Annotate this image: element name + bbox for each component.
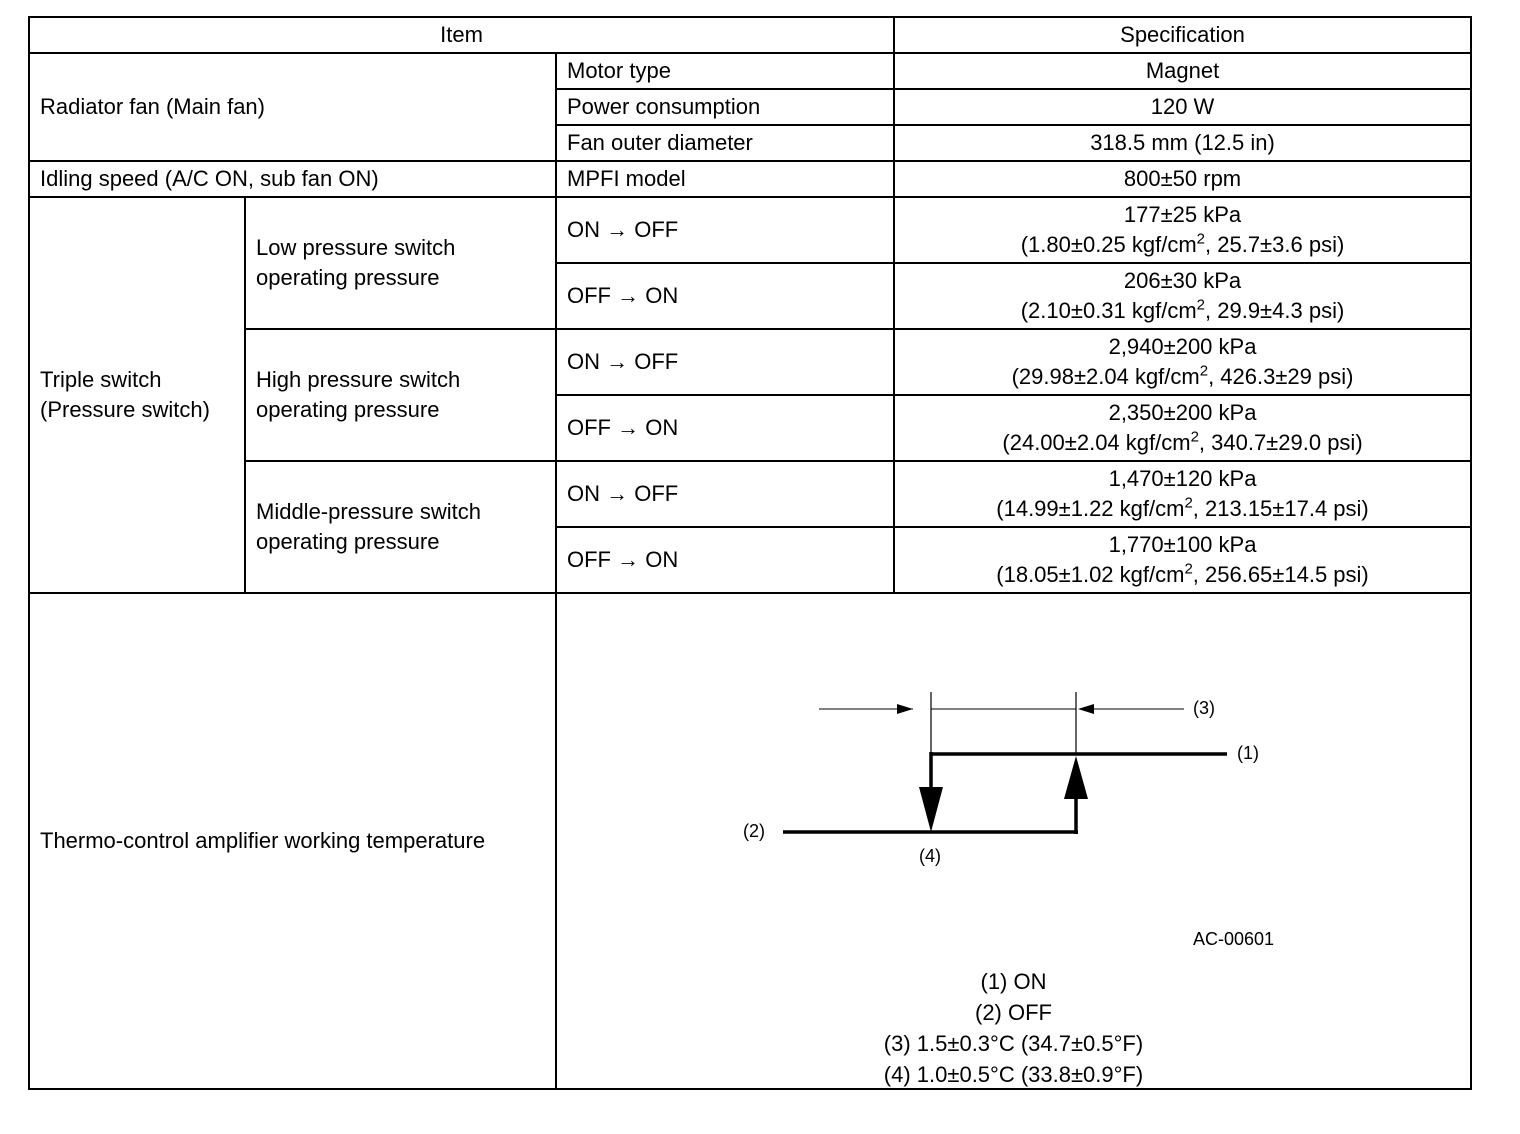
- mode-cell: OFF → ON: [556, 395, 894, 461]
- mode-cell: ON → OFF: [556, 461, 894, 527]
- idling-label: Idling speed (A/C ON, sub fan ON): [29, 161, 556, 197]
- value-a: (24.00±2.04 kgf/cm: [1002, 430, 1191, 455]
- pressure-value: [894, 461, 1471, 527]
- mode-cell: ON → OFF: [556, 329, 894, 395]
- mode-cell: OFF → ON: [556, 263, 894, 329]
- mode-cell: ON → OFF: [556, 197, 894, 263]
- value-sup: 2: [1199, 362, 1209, 380]
- value-b: , 426.3±29 psi): [1208, 364, 1354, 389]
- header-specification: Specification: [894, 17, 1471, 53]
- value-b: , 256.65±14.5 psi): [1192, 562, 1369, 587]
- legend-item: (2) OFF: [975, 1000, 1052, 1025]
- value-a: (2.10±0.31 kgf/cm: [1020, 298, 1197, 323]
- value-a: (1.80±0.25 kgf/cm: [1020, 232, 1197, 257]
- group-name-line2: operating pressure: [256, 397, 440, 422]
- dim-arrow-right: [1078, 704, 1094, 714]
- value-b: , 25.7±3.6 psi): [1205, 232, 1345, 257]
- switch-group-name: [245, 329, 556, 461]
- group-name-line1: High pressure switch: [256, 367, 461, 392]
- value-cell: 800±50 rpm: [894, 161, 1471, 197]
- mode-cell: OFF → ON: [556, 527, 894, 593]
- value-line1: 2,350±200 kPa: [1108, 400, 1257, 425]
- value-cell: 318.5 mm (12.5 in): [894, 125, 1471, 161]
- param-cell: Motor type: [556, 53, 894, 89]
- switch-group-name: [245, 197, 556, 329]
- legend-item: (3) 1.5±0.3°C (34.7±0.5°F): [883, 1031, 1144, 1056]
- param-cell: MPFI model: [556, 161, 894, 197]
- value-b: , 29.9±4.3 psi): [1205, 298, 1345, 323]
- legend-item: (4) 1.0±0.5°C (33.8±0.9°F): [883, 1062, 1144, 1087]
- value-line1: 177±25 kPa: [1123, 202, 1242, 227]
- value-sup: 2: [1184, 560, 1193, 578]
- radiator-fan-label: Radiator fan (Main fan): [29, 53, 556, 161]
- triple-switch-line2: (Pressure switch): [40, 397, 210, 422]
- value-sup: 2: [1184, 494, 1193, 512]
- param-cell: Fan outer diameter: [556, 125, 894, 161]
- dim-arrow-left: [897, 704, 913, 714]
- value-line1: 1,470±120 kPa: [1108, 466, 1257, 491]
- value-sup: 2: [1190, 428, 1199, 446]
- switch-group-name: [245, 461, 556, 593]
- up-arrow: [1064, 756, 1088, 799]
- group-name-line1: Middle-pressure switch: [256, 499, 481, 524]
- value-sup: 2: [1196, 296, 1206, 314]
- value-cell: 120 W: [894, 89, 1471, 125]
- down-arrow: [919, 787, 943, 832]
- group-name-line2: operating pressure: [256, 265, 440, 290]
- triple-switch-line1: Triple switch: [40, 367, 162, 392]
- value-b: , 213.15±17.4 psi): [1192, 496, 1369, 521]
- group-name-line1: Low pressure switch: [256, 235, 456, 260]
- label-1: (1): [1237, 743, 1259, 763]
- param-cell: Power consumption: [556, 89, 894, 125]
- thermo-label: Thermo-control amplifier working temperature: [29, 593, 556, 1089]
- pressure-value: [894, 197, 1471, 263]
- value-line1: 2,940±200 kPa: [1108, 334, 1257, 359]
- thermo-diagram-cell: [556, 593, 1471, 1089]
- value-sup: 2: [1196, 230, 1206, 248]
- figure-code: AC-00601: [1193, 929, 1275, 949]
- group-name-line2: operating pressure: [256, 529, 440, 554]
- label-4: (4): [919, 846, 941, 866]
- header-item: Item: [29, 17, 894, 53]
- pressure-value: [894, 263, 1471, 329]
- pressure-value: [894, 395, 1471, 461]
- spec-table: [28, 16, 1472, 1090]
- value-a: (29.98±2.04 kgf/cm: [1011, 364, 1200, 389]
- triple-switch-label: [29, 197, 245, 593]
- value-cell: Magnet: [894, 53, 1471, 89]
- legend-item: (1) ON: [980, 969, 1047, 994]
- label-2: (2): [743, 821, 765, 841]
- label-3: (3): [1193, 698, 1215, 718]
- diagram-legend: [557, 966, 1470, 1090]
- pressure-value: [894, 329, 1471, 395]
- value-line1: 206±30 kPa: [1123, 268, 1242, 293]
- value-a: (14.99±1.22 kgf/cm: [996, 496, 1185, 521]
- value-a: (18.05±1.02 kgf/cm: [996, 562, 1185, 587]
- value-line1: 1,770±100 kPa: [1108, 532, 1257, 557]
- value-b: , 340.7±29.0 psi): [1198, 430, 1363, 455]
- pressure-value: [894, 527, 1471, 593]
